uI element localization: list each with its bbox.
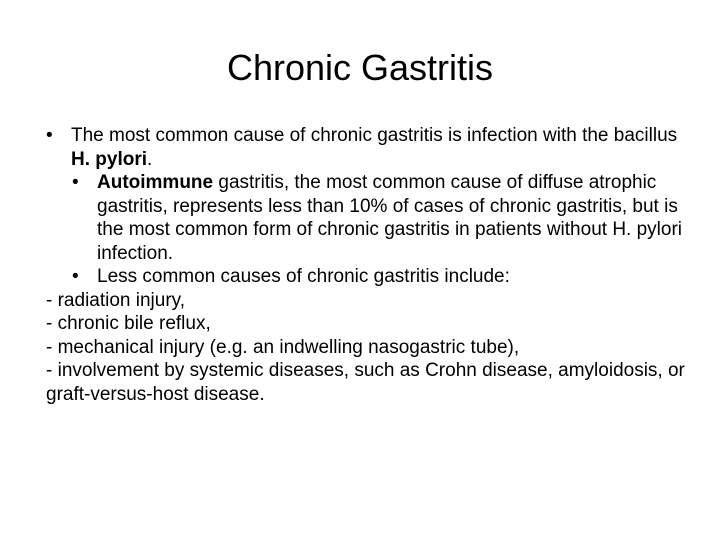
plain-line: - involvement by systemic diseases, such as Crohn disease, amyloidosis, or graft-versus-host disease. (46, 360, 685, 405)
bullet-text (97, 265, 696, 289)
bullet-text (97, 171, 696, 265)
plain-line: - mechanical injury (e.g. an indwelling nasogastric tube), (46, 336, 520, 358)
bullet-item (72, 171, 696, 265)
bullet-marker: • (46, 125, 53, 146)
plain-line: - chronic bile reflux, (46, 313, 211, 334)
bullet-text-bold: H. pylori (71, 148, 148, 170)
bullet-text-run: gastritis, the most common cause of diffuse atrophic gastritis, represents less than 10% of cases of chronic gastritis, but is the most common form of chronic gastritis in patients without H. pylori infection. (97, 172, 683, 264)
bullet-text-bold: Autoimmune (97, 172, 214, 193)
bullet-text (71, 124, 696, 171)
slide-body (46, 124, 696, 406)
bullet-text-run: . (147, 148, 153, 170)
bullet-marker: • (72, 266, 79, 287)
slide-title: Chronic Gastritis (226, 47, 494, 88)
bullet-text-run: The most common cause of chronic gastritis is infection with the bacillus (71, 125, 678, 146)
bullet-text-run: Less common causes of chronic gastritis include: (97, 266, 510, 287)
bullet-item (72, 265, 696, 289)
bullet-marker: • (72, 172, 79, 193)
bullet-item (46, 124, 696, 171)
plain-line: - radiation injury, (46, 289, 186, 311)
